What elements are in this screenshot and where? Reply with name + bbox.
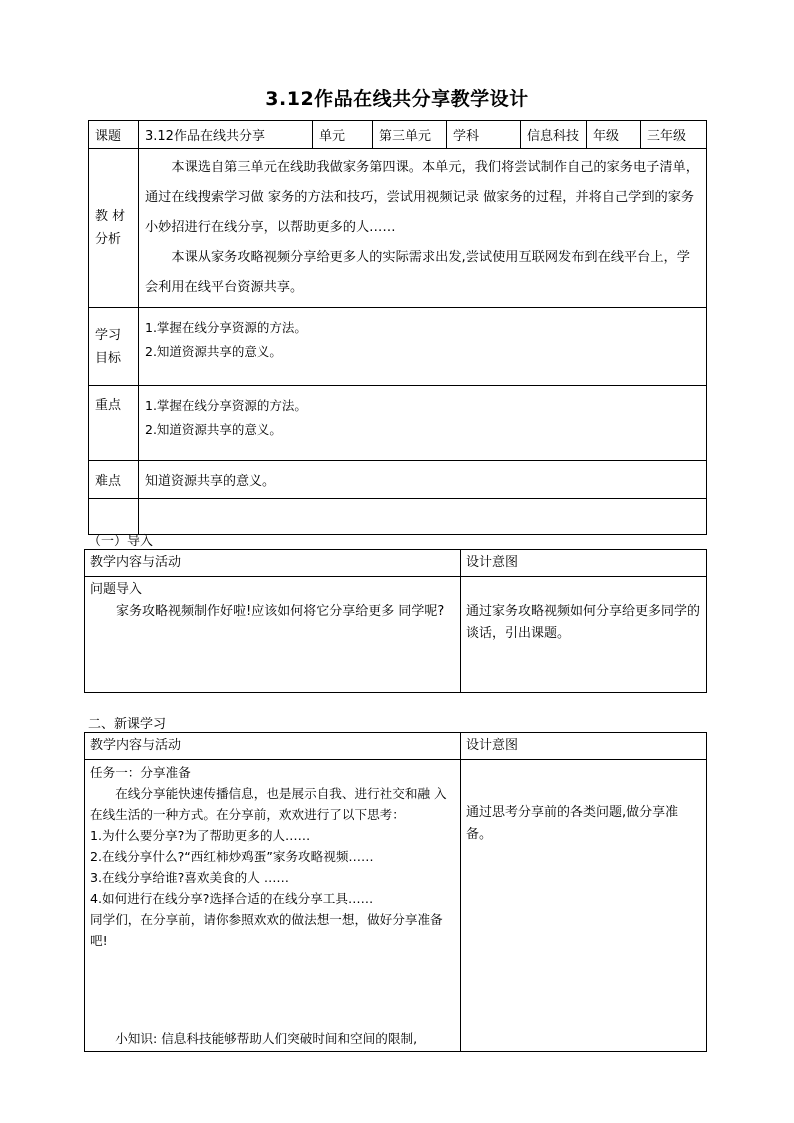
new-lesson-header-row bbox=[85, 733, 707, 760]
difficulty-label: 难点 bbox=[89, 461, 139, 499]
task-intent-cell bbox=[461, 760, 707, 1052]
section2-heading: 二、新课学习 bbox=[88, 717, 167, 732]
grade-label: 年级 bbox=[587, 121, 641, 149]
goal-item: 2.知道资源共享的意义。 bbox=[145, 344, 282, 359]
key-points-label bbox=[89, 386, 139, 461]
key-point-item: 2.知道资源共享的意义。 bbox=[145, 422, 282, 437]
difficulty-row bbox=[89, 461, 707, 499]
analysis-paragraph-2: 本课从家务攻略视频分享给更多人的实际需求出发,尝试使用互联网发布到在线平台上，学会利用在线平台资源共享。 bbox=[145, 250, 690, 295]
new-lesson-table bbox=[84, 732, 707, 1052]
goals-label-2: 目标 bbox=[95, 351, 122, 366]
intro-content-row bbox=[85, 577, 707, 693]
intro-activity-cell bbox=[85, 577, 461, 693]
new-lesson-content-row bbox=[85, 760, 707, 1052]
task-cell bbox=[85, 760, 461, 1052]
unit-label: 单元 bbox=[313, 121, 373, 149]
question-item: 3.在线分享给谁?喜欢美食的人 …… bbox=[90, 870, 290, 885]
intro-intent-cell bbox=[461, 577, 707, 693]
activity-title: 问题导入 bbox=[90, 582, 143, 597]
col-activity-header: 教学内容与活动 bbox=[85, 550, 461, 577]
intro-table bbox=[84, 549, 707, 693]
goals-label-1: 学习 bbox=[95, 328, 122, 343]
grade-value: 三年级 bbox=[641, 121, 707, 149]
document-title: 3.12作品在线共分享教学设计 bbox=[265, 88, 529, 110]
question-item: 4.如何进行在线分享?选择合适的在线分享工具…… bbox=[90, 891, 374, 906]
topic-value: 3.12作品在线共分享 bbox=[139, 121, 313, 149]
goal-item: 1.掌握在线分享资源的方法。 bbox=[145, 320, 307, 335]
difficulty-text: 知道资源共享的意义。 bbox=[139, 461, 707, 499]
analysis-label-2: 分析 bbox=[95, 232, 122, 247]
key-point-item: 1.掌握在线分享资源的方法。 bbox=[145, 398, 307, 413]
intent-text: 通过家务攻略视频如何分享给更多同学的谈话，引出课题。 bbox=[466, 604, 701, 641]
analysis-content bbox=[139, 149, 707, 308]
goals-content bbox=[139, 308, 707, 386]
key-points-content bbox=[139, 386, 707, 461]
goals-row bbox=[89, 308, 707, 386]
topic-label: 课题 bbox=[89, 121, 139, 149]
lesson-info-table bbox=[88, 120, 707, 535]
col-activity-header: 教学内容与活动 bbox=[85, 733, 461, 760]
activity-text: 家务攻略视频制作好啦!应该如何将它分享给更多 同学呢? bbox=[116, 604, 445, 619]
col-intent-header: 设计意图 bbox=[461, 733, 707, 760]
analysis-label bbox=[89, 149, 139, 308]
intro-header-row bbox=[85, 550, 707, 577]
unit-value: 第三单元 bbox=[373, 121, 447, 149]
task-intro: 在线分享能快速传播信息，也是展示自我、进行社交和融 入在线生活的一种方式。在分享前，欢欢进行了以下思考： bbox=[90, 786, 447, 822]
empty-row bbox=[89, 499, 707, 535]
subject-value: 信息科技 bbox=[521, 121, 587, 149]
empty-cell bbox=[139, 499, 707, 535]
subject-label: 学科 bbox=[447, 121, 521, 149]
question-item: 1.为什么要分享?为了帮助更多的人…… bbox=[90, 828, 311, 843]
analysis-label-1: 教 材 bbox=[95, 209, 126, 224]
section1-heading: （一）导入 bbox=[88, 534, 154, 549]
question-item: 2.在线分享什么?“西红柿炒鸡蛋”家务攻略视频…… bbox=[90, 849, 374, 864]
key-points-label-text: 重点 bbox=[95, 398, 122, 413]
header-row bbox=[89, 121, 707, 149]
col-intent-header: 设计意图 bbox=[461, 550, 707, 577]
closing-text: 同学们，在分享前，请你参照欢欢的做法想一想，做好分享准备吧! bbox=[90, 912, 443, 948]
goals-label bbox=[89, 308, 139, 386]
tip-text: 小知识: 信息科技能够帮助人们突破时间和空间的限制, bbox=[115, 1031, 418, 1046]
analysis-row bbox=[89, 149, 707, 308]
analysis-paragraph-1: 本课选自第三单元在线助我做家务第四课。本单元，我们将尝试制作自己的家务电子清单，通过在线搜索学习做 家务的方法和技巧，尝试用视频记录 做家务的过程，并将自己学到的家务小妙招进行在线分享，以帮助更多的人…… bbox=[145, 160, 699, 235]
task-title: 任务一：分享准备 bbox=[90, 765, 191, 780]
intent-text: 通过思考分享前的各类问题,做分享准备。 bbox=[466, 805, 679, 842]
key-points-row bbox=[89, 386, 707, 461]
